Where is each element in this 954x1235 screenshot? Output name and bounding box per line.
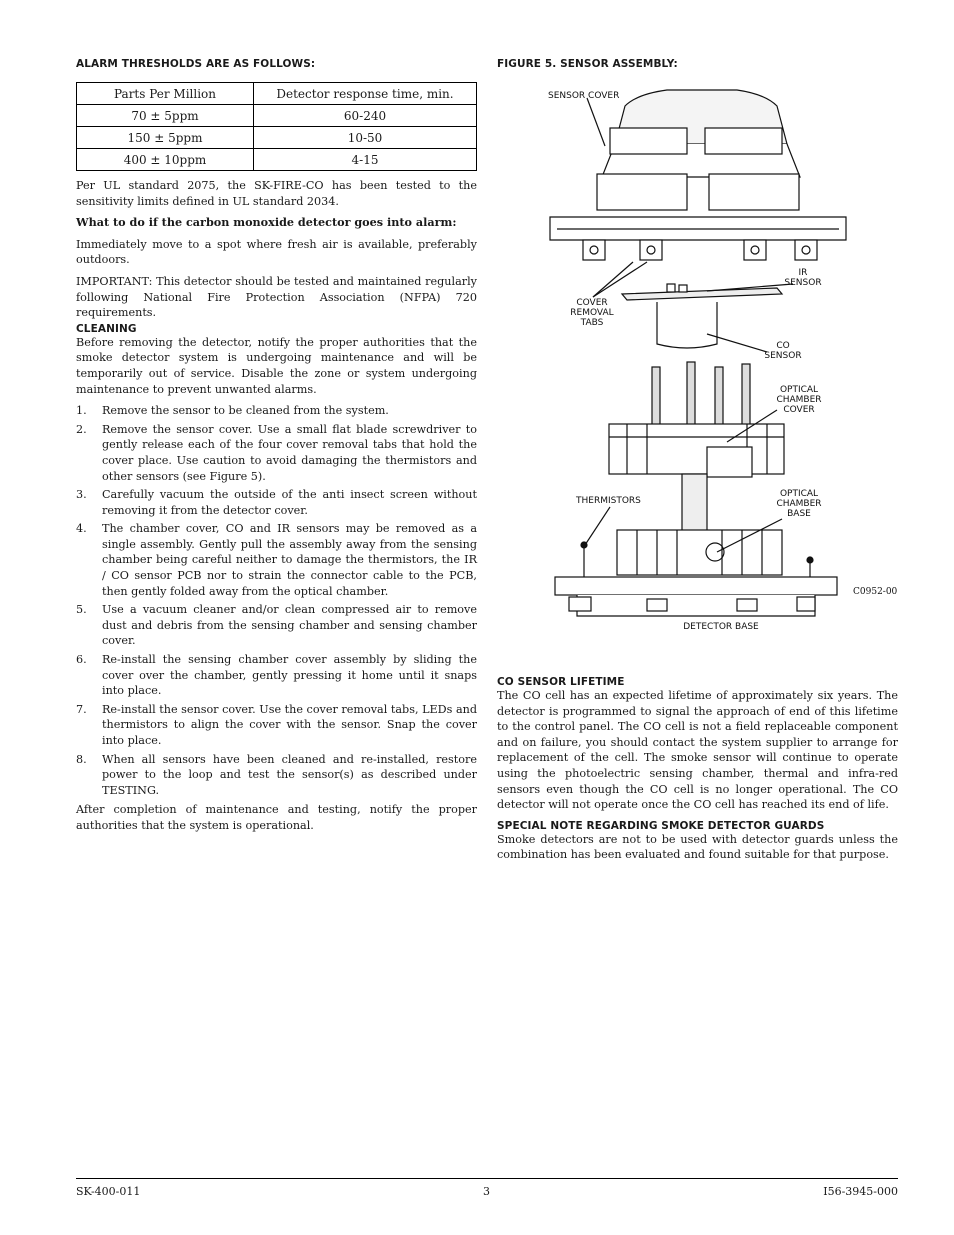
step-number: 2. [76,422,87,436]
table-row [77,149,477,171]
table-cell: 400 ± 10ppm [77,149,254,171]
optical-chamber-cover [609,362,784,477]
step-text: Use a vacuum cleaner and/or clean compressed air to remove dust and debris from the sensing chamber and sensing chamber cover. [102,603,477,648]
label-cover-removal-tabs: REMOVAL [570,308,614,318]
detector-guards-heading: SPECIAL NOTE REGARDING SMOKE DETECTOR GUARDS [497,819,825,832]
step-text: Carefully vacuum the outside of the anti insect screen without removing it from the detector cover. [102,488,477,517]
label-optical-chamber-base: OPTICAL [779,489,819,499]
label-optical-chamber-cover: CHAMBER [776,395,822,405]
cover-tab [795,240,817,260]
table-row [77,127,477,149]
alarm-what-text: Immediately move to a spot where fresh air is available, preferably outdoors. [76,237,477,267]
table-cell: 70 ± 5ppm [77,105,254,127]
step-number: 7. [76,702,87,716]
ir-sensor-pcb [622,288,782,300]
step-number: 5. [76,603,87,617]
co-sensor-lifetime-heading: CO SENSOR LIFETIME [497,676,625,688]
left-column [76,58,477,834]
detector-base [555,577,837,616]
co-sensor-cylinder [657,302,717,348]
page-footer [76,1178,898,1198]
label-optical-chamber-base: CHAMBER [776,499,822,509]
table-cell: 150 ± 5ppm [77,127,254,149]
ul-standard-note: Per UL standard 2075, the SK-FIRE-CO has been tested to the sensitivity limits defined in UL standard 2034. [76,179,477,208]
table-header: Detector response time, min. [254,83,477,105]
label-sensor-cover: SENSOR COVER [548,91,620,101]
table-row [77,105,477,127]
step-text: When all sensors have been cleaned and re-installed, restore power to the loop and test the sensor(s) as described under TESTING. [102,752,477,797]
step-number: 1. [76,404,87,418]
footer-doc-id: I56-3945-000 [823,1185,898,1198]
figure-title: FIGURE 5. SENSOR ASSEMBLY: [497,58,678,70]
right-column [497,58,898,863]
step-text: Remove the sensor cover. Use a small flat blade screwdriver to gently release each of the four cover removal tabs that hold the cover place. Use caution to avoid damaging the thermistors and other sensors (see Figure 5). [102,422,477,483]
list-item [76,487,477,518]
optical-chamber-base [617,474,782,575]
list-item [76,702,477,749]
cover-tab [744,240,766,260]
label-co-sensor: CO [776,341,790,351]
table-header: Parts Per Million [77,83,254,105]
alarm-what-heading: What to do if the carbon monoxide detector goes into alarm: [76,215,457,230]
label-ir-sensor: SENSOR [784,278,822,288]
table-cell: 60-240 [254,105,477,127]
after-maintenance-text: After completion of maintenance and testing, notify the proper authorities that the system is operational. [76,803,477,832]
label-cover-removal-tabs: TABS [580,318,604,328]
step-number: 8. [76,752,87,766]
cleaning-heading: CLEANING [76,322,137,335]
label-cover-removal-tabs: COVER [576,298,608,308]
list-item [76,652,477,699]
table-cell: 4-15 [254,149,477,171]
drawing-code: C0952-00 [853,587,898,597]
co-sensor-lifetime-text: The CO cell has an expected lifetime of approximately six years. The detector is programmed to signal the approach of end of this lifetime to the control panel. The CO cell is not a field replaceable component and on failure, you should contact the system supplier to arrange for replacement of the cell. The smoke sensor will continue to operate using the photoelectric sensing chamber, thermal and infra-red sensors even though the CO cell is no longer operational. The CO detector will not operate once the CO cell has reached its end of life. [497,689,898,812]
table-cell: 10-50 [254,127,477,149]
cleaning-intro: Before removing the detector, notify the proper authorities that the smoke detector system is undergoing maintenance and will be temporarily out of service. Disable the zone or system undergoing maintenance to prevent unwanted alarms. [76,335,477,396]
step-text: Re-install the sensing chamber cover assembly by sliding the cover over the chamber, gently pressing it home until it snaps into place. [102,653,477,698]
list-item [76,752,477,799]
detector-guards-text: Smoke detectors are not to be used with detector guards unless the combination has been evaluated and found suitable for that purpose. [497,832,898,862]
label-ir-sensor: IR [798,268,808,278]
list-item [76,602,477,649]
label-thermistors: THERMISTORS [576,496,641,506]
step-number: 4. [76,522,87,536]
step-text: Re-install the sensor cover. Use the cover removal tabs, LEDs and thermistors to align the cover with the sensor. Snap the cover into place. [102,702,477,747]
cover-tab [583,240,605,260]
sensor-assembly-diagram [497,72,898,662]
label-optical-chamber-base: BASE [787,509,811,519]
cover-tab [640,240,662,260]
label-optical-chamber-cover: OPTICAL [779,385,819,395]
page-number: 3 [483,1185,490,1198]
cleaning-steps-list [76,403,477,798]
footer-doc-code: SK-400-011 [76,1185,141,1198]
alarm-thresholds-heading: ALARM THRESHOLDS ARE AS FOLLOWS: [76,58,316,70]
step-number: 3. [76,488,87,502]
label-optical-chamber-cover: COVER [783,405,815,415]
list-item [76,422,477,484]
step-text: The chamber cover, CO and IR sensors may be removed as a single assembly. Gently pull the assembly away from the sensing chamber being careful neither to damage the thermistors, the IR / CO sensor PCB nor to strain the connector cable to the PCB, then gently folded away from the optical chamber. [102,522,477,598]
list-item [76,521,477,599]
step-number: 6. [76,653,87,667]
alarm-thresholds-table [76,82,477,171]
table-header-row [77,83,477,105]
important-text: IMPORTANT: This detector should be tested and maintained regularly following National Fire Protection Association (NFPA) 720 requirements. [76,274,477,320]
step-text: Remove the sensor to be cleaned from the system. [102,404,389,418]
label-co-sensor: SENSOR [764,351,802,361]
label-detector-base: DETECTOR BASE [683,622,759,632]
list-item [76,403,477,419]
